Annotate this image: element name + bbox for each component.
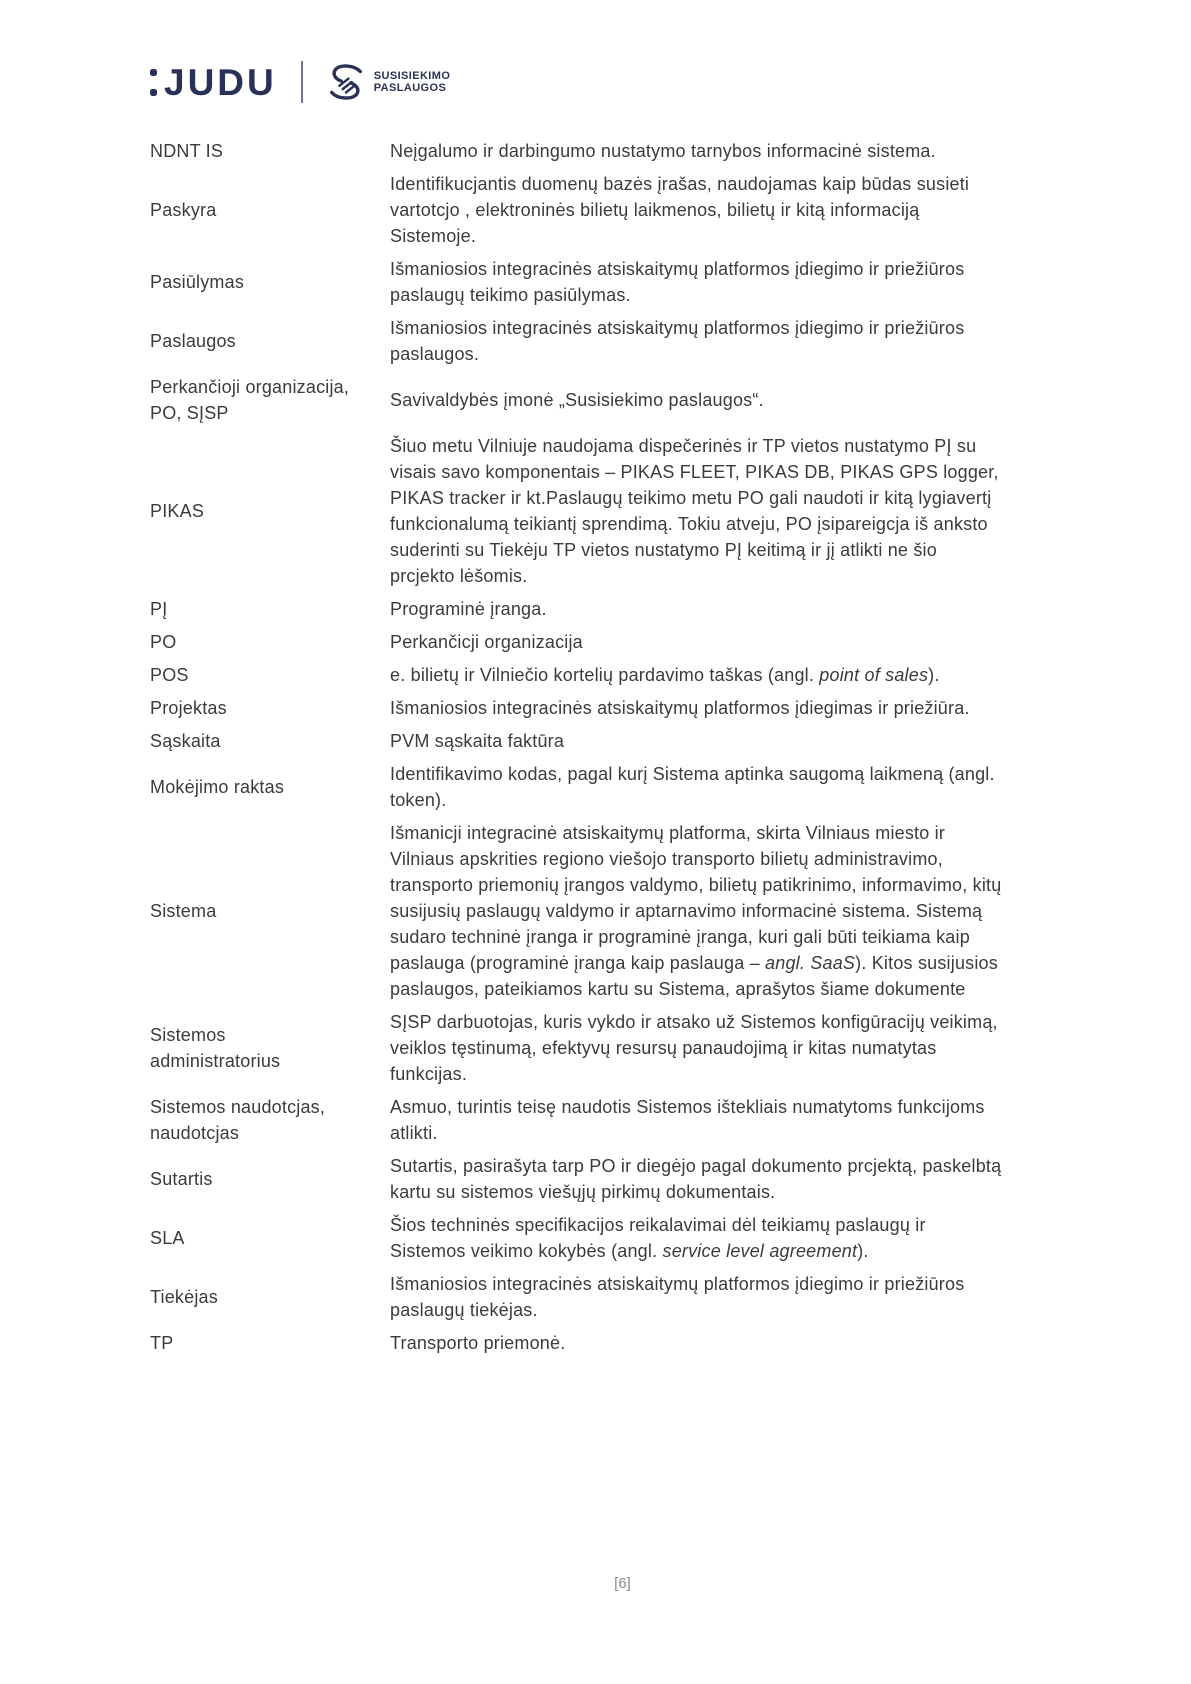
term-cell: PĮ <box>150 599 168 619</box>
glossary-row <box>150 1094 1010 1146</box>
glossary-row <box>150 138 1010 164</box>
judu-dots-icon <box>150 69 157 96</box>
definition-text-segment: Išmanicji integracinė atsiskaitymų platforma, skirta Vilniaus miesto ir Vilniaus apskrities regiono viešojo transporto bilietų administravimo, transporto priemonių įrangos valdymo, bilietų patikrinimo, informavimo, kitų susijusių paslaugų valdymo ir aptarnavimo informacinė sistema. Sistemą sudaro techninė įranga ir programinė įranga, kuri gali būti teikiama kaip paslauga (programinė įranga kaip paslauga – <box>390 823 1002 973</box>
term-cell: PIKAS <box>150 501 205 521</box>
definition-cell <box>390 596 1006 622</box>
definition-cell <box>390 1094 1006 1146</box>
term-cell: Sutartis <box>150 1169 213 1189</box>
glossary-row <box>150 761 1010 813</box>
definition-cell <box>390 1330 1006 1356</box>
glossary-row <box>150 1271 1010 1323</box>
definition-text-segment: Programinė įranga. <box>390 599 547 619</box>
glossary-row <box>150 1009 1010 1087</box>
glossary-row <box>150 1153 1010 1205</box>
judu-wordmark: JUDU <box>164 61 277 103</box>
glossary-row <box>150 1212 1010 1264</box>
definition-text-segment: e. bilietų ir Vilniečio kortelių pardavimo taškas (angl. <box>390 665 820 685</box>
susisiekimo-paslaugos-logo <box>327 61 451 103</box>
definition-text-segment: Identifikavimo kodas, pagal kurį Sistema aptinka saugomą laikmeną (angl. token). <box>390 764 995 810</box>
definition-italic-segment: point of sales <box>819 665 929 685</box>
definition-text-segment: PVM sąskaita faktūra <box>390 731 565 751</box>
definition-cell <box>390 1212 1006 1264</box>
definition-text-segment: Išmaniosios integracinės atsiskaitymų platformos įdiegimas ir priežiūra. <box>390 698 970 718</box>
definition-text-segment: Neįgalumo ir darbingumo nustatymo tarnybos informacinė sistema. <box>390 141 936 161</box>
definition-text-segment: SĮSP darbuotojas, kuris vykdo ir atsako už Sistemos konfigūracijų veikimą, veiklos tęstinumą, efektyvų resursų panaudojimą ir kitas numatytas funkcijas. <box>390 1012 998 1084</box>
definition-cell <box>390 1271 1006 1323</box>
definition-cell <box>390 1009 1006 1087</box>
logo-divider <box>301 61 303 103</box>
term-cell: Pasiūlymas <box>150 272 245 292</box>
definition-text-segment: Savivaldybės įmonė „Susisiekimo paslaugos“. <box>390 390 764 410</box>
glossary-row <box>150 433 1010 589</box>
term-cell: TP <box>150 1333 174 1353</box>
definition-cell <box>390 728 1006 754</box>
glossary-row <box>150 629 1010 655</box>
term-cell: Sistemos naudotcjas, naudotcjas <box>150 1097 326 1143</box>
page-number: [6] <box>614 1575 631 1592</box>
definition-text-segment: Sutartis, pasirašyta tarp PO ir diegėjo pagal dokumento prcjektą, paskelbtą kartu su sistemos viešųjų pirkimų dokumentais. <box>390 1156 1002 1202</box>
term-cell: SLA <box>150 1228 185 1248</box>
term-cell: Paslaugos <box>150 331 236 351</box>
definition-text-segment: ). Kitos susijusios paslaugos, pateikiamos kartu su Sistema, aprašytos šiame dokumente <box>390 953 998 999</box>
definition-cell <box>390 695 1006 721</box>
term-cell: Sistema <box>150 901 217 921</box>
definition-cell <box>390 387 1006 413</box>
definition-text-segment: Išmaniosios integracinės atsiskaitymų platformos įdiegimo ir priežiūros paslaugos. <box>390 318 965 364</box>
definition-cell <box>390 1153 1006 1205</box>
definition-text-segment: Šios techninės specifikacijos reikalavimai dėl teikiamų paslaugų ir Sistemos veikimo kokybės (angl. <box>390 1215 926 1261</box>
definition-text-segment: Identifikucjantis duomenų bazės įrašas, naudojamas kaip būdas susieti vartotcjo , elektroninės bilietų laikmenos, bilietų ir kitą informaciją Sistemoje. <box>390 174 970 246</box>
definition-text-segment: Perkančicji organizacija <box>390 632 583 652</box>
term-cell: Sistemos administratorius <box>150 1025 281 1071</box>
glossary-row <box>150 1330 1010 1356</box>
term-cell: NDNT IS <box>150 141 224 161</box>
definition-cell <box>390 315 1006 367</box>
definition-text-segment: Asmuo, turintis teisę naudotis Sistemos ištekliais numatytoms funkcijoms atlikti. <box>390 1097 985 1143</box>
sp-wordmark-line1: SUSISIEKIMO <box>373 69 451 82</box>
glossary-row <box>150 374 1010 426</box>
definition-text-segment: Išmaniosios integracinės atsiskaitymų platformos įdiegimo ir priežiūros paslaugų teikimo pasiūlymas. <box>390 259 965 305</box>
definition-cell <box>390 171 1006 249</box>
hand-s-icon <box>327 61 365 103</box>
glossary-row <box>150 596 1010 622</box>
definition-cell <box>390 138 1006 164</box>
term-cell: Sąskaita <box>150 731 221 751</box>
term-cell: Perkančioji organizacija, PO, SĮSP <box>150 377 350 423</box>
definition-cell <box>390 662 1006 688</box>
definition-cell <box>390 820 1006 1002</box>
term-cell: POS <box>150 665 189 685</box>
glossary-row <box>150 315 1010 367</box>
judu-logo <box>150 61 277 103</box>
term-cell: Mokėjimo raktas <box>150 777 285 797</box>
term-cell: Paskyra <box>150 200 217 220</box>
glossary-row <box>150 171 1010 249</box>
definition-text-segment: Šiuo metu Vilniuje naudojama dispečerinės ir TP vietos nustatymo PĮ su visais savo komponentais – PIKAS FLEET, PIKAS DB, PIKAS GPS logger, PIKAS tracker ir kt.Paslaugų teikimo metu PO gali naudoti ir kitą lygiavertį funkcionalumą teikiantį sprendimą. Tokiu atveju, PO įsipareigcja iš anksto suderinti su Tiekėju TP vietos nustatymo PĮ keitimą ir jį atlikti ne šio prcjekto lėšomis. <box>390 436 999 586</box>
definition-italic-segment: angl. SaaS <box>765 953 856 973</box>
glossary-row <box>150 695 1010 721</box>
glossary <box>150 138 1010 1363</box>
term-cell: PO <box>150 632 177 652</box>
definition-cell <box>390 629 1006 655</box>
definition-cell <box>390 256 1006 308</box>
glossary-row <box>150 662 1010 688</box>
definition-text-segment: Išmaniosios integracinės atsiskaitymų platformos įdiegimo ir priežiūros paslaugų tiekėjas. <box>390 1274 965 1320</box>
sp-wordmark-line2: PASLAUGOS <box>373 82 447 94</box>
susisiekimo-paslaugos-wordmark <box>374 70 451 95</box>
header-logo-row <box>150 56 450 108</box>
definition-cell <box>390 761 1006 813</box>
definition-text-segment: Transporto priemonė. <box>390 1333 566 1353</box>
glossary-row <box>150 820 1010 1002</box>
term-cell: Projektas <box>150 698 227 718</box>
term-cell: Tiekėjas <box>150 1287 218 1307</box>
glossary-row <box>150 728 1010 754</box>
definition-text-segment: ). <box>857 1241 869 1261</box>
definition-text-segment: ). <box>928 665 940 685</box>
definition-cell <box>390 433 1006 589</box>
definition-italic-segment: service level agreement <box>662 1241 858 1261</box>
glossary-row <box>150 256 1010 308</box>
